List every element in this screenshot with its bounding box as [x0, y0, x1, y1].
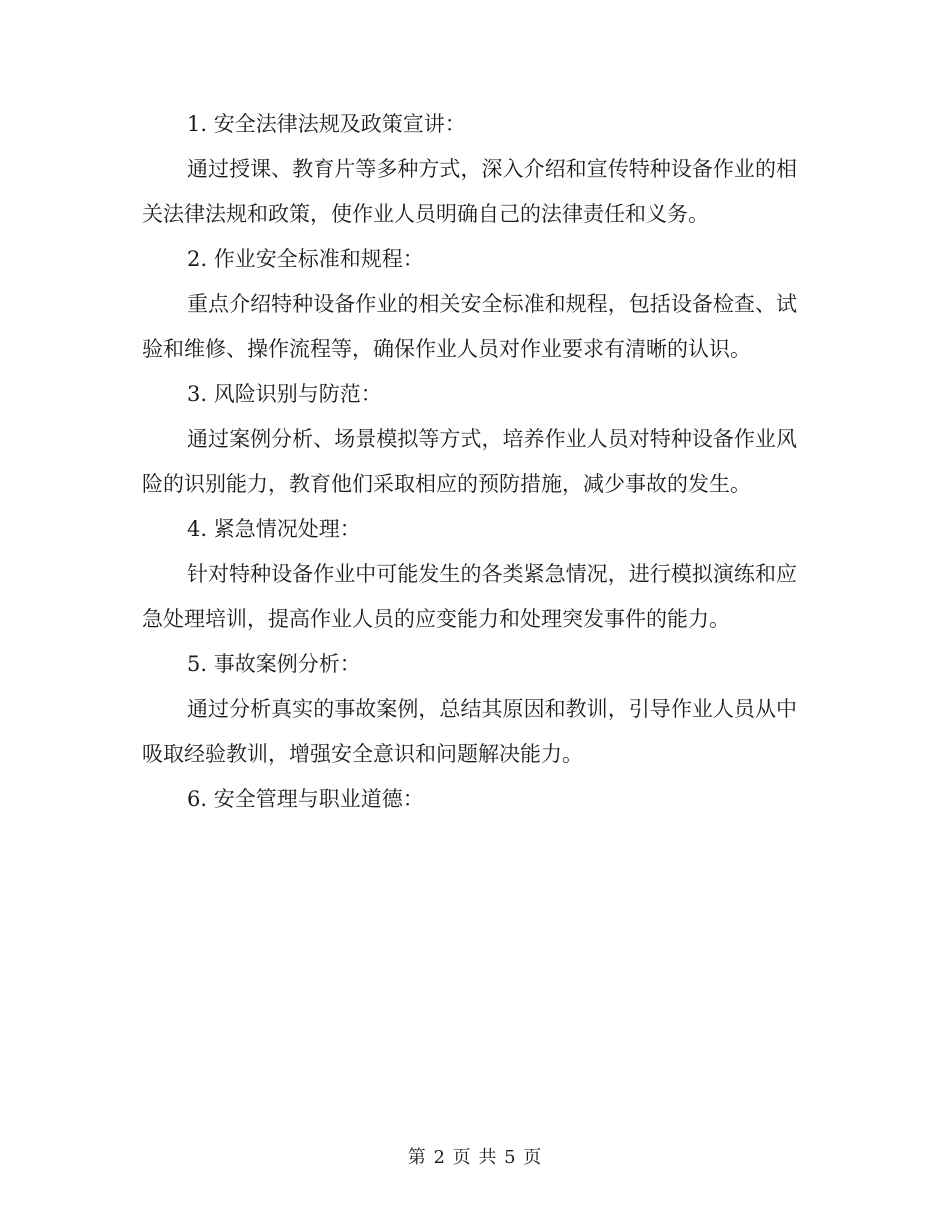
section-3 [142, 372, 797, 507]
document-body [142, 102, 797, 822]
section-paragraph: 通过案例分析、场景模拟等方式，培养作业人员对特种设备作业风险的识别能力，教育他们采取相应的预防措施，减少事故的发生。 [142, 427, 797, 496]
section-heading: 6. 安全管理与职业道德： [187, 787, 424, 811]
section-2 [142, 237, 797, 372]
section-heading: 2. 作业安全标准和规程： [187, 247, 424, 271]
section-paragraph: 针对特种设备作业中可能发生的各类紧急情况，进行模拟演练和应急处理培训，提高作业人员的应变能力和处理突发事件的能力。 [142, 562, 797, 631]
section-heading: 5. 事故案例分析： [187, 652, 361, 676]
section-heading: 3. 风险识别与防范： [187, 382, 382, 406]
section-heading: 4. 紧急情况处理： [187, 517, 361, 541]
section-5 [142, 642, 797, 777]
page-footer: 第 2 页 共 5 页 [407, 1147, 543, 1168]
section-paragraph: 通过分析真实的事故案例，总结其原因和教训，引导作业人员从中吸取经验教训，增强安全意识和问题解决能力。 [142, 697, 797, 766]
section-paragraph: 重点介绍特种设备作业的相关安全标准和规程，包括设备检查、试验和维修、操作流程等，确保作业人员对作业要求有清晰的认识。 [142, 292, 797, 361]
section-6 [142, 777, 797, 822]
section-paragraph: 通过授课、教育片等多种方式，深入介绍和宣传特种设备作业的相关法律法规和政策，使作业人员明确自己的法律责任和义务。 [142, 157, 797, 226]
section-1 [142, 102, 797, 237]
section-heading: 1. 安全法律法规及政策宣讲： [187, 112, 466, 136]
section-4 [142, 507, 797, 642]
